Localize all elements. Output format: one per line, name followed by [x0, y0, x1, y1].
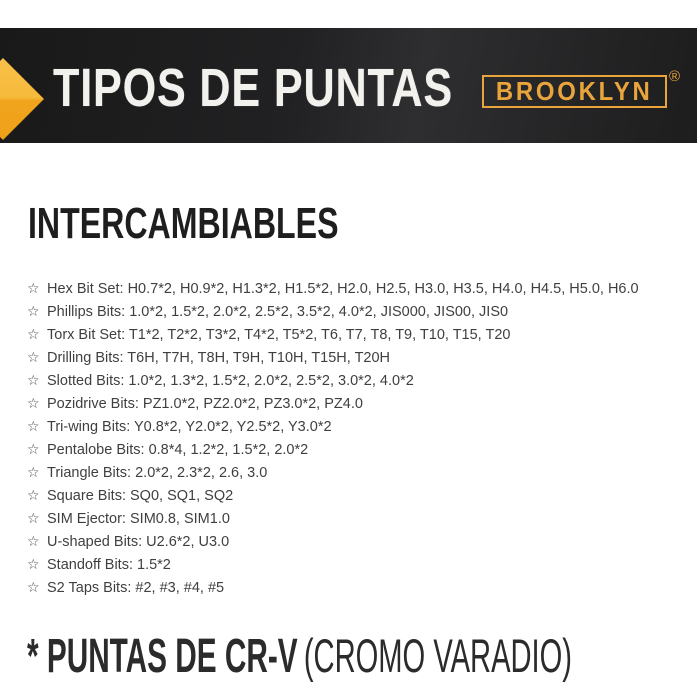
list-item-text: Phillips Bits: 1.0*2, 1.5*2, 2.0*2, 2.5*2, 3.5*2, 4.0*2, JIS000, JIS00, JIS0	[47, 304, 509, 320]
registered-trademark-icon: ®	[669, 68, 681, 85]
banner-title: TIPOS DE PUNTAS	[53, 58, 454, 118]
brand-logo-text: BROOKLYN	[496, 76, 653, 106]
list-item	[27, 576, 639, 599]
star-icon: ☆	[27, 556, 40, 572]
list-item	[27, 300, 639, 323]
list-item	[27, 346, 639, 369]
star-icon: ☆	[27, 349, 40, 365]
star-icon: ☆	[27, 487, 40, 503]
list-item	[27, 553, 639, 576]
list-item-text: Drilling Bits: T6H, T7H, T8H, T9H, T10H, T15H, T20H	[47, 350, 391, 366]
list-item	[27, 507, 639, 530]
list-item-text: Tri-wing Bits: Y0.8*2, Y2.0*2, Y2.5*2, Y3.0*2	[47, 419, 332, 435]
list-item-text: Pozidrive Bits: PZ1.0*2, PZ2.0*2, PZ3.0*2, PZ4.0	[47, 396, 363, 412]
list-item	[27, 392, 639, 415]
star-icon: ☆	[27, 418, 40, 434]
star-icon: ☆	[27, 464, 40, 480]
header-banner	[0, 28, 697, 143]
list-item-text: Square Bits: SQ0, SQ1, SQ2	[47, 488, 234, 504]
list-item	[27, 484, 639, 507]
star-icon: ☆	[27, 326, 40, 342]
list-item	[27, 323, 639, 346]
list-item	[27, 369, 639, 392]
star-icon: ☆	[27, 579, 40, 595]
list-item-text: Triangle Bits: 2.0*2, 2.3*2, 2.6, 3.0	[47, 465, 268, 481]
star-icon: ☆	[27, 395, 40, 411]
list-item-text: Pentalobe Bits: 0.8*4, 1.2*2, 1.5*2, 2.0*2	[47, 442, 309, 458]
list-item-text: Hex Bit Set: H0.7*2, H0.9*2, H1.3*2, H1.5*2, H2.0, H2.5, H3.0, H3.5, H4.0, H4.5, H5.0, H6.0	[47, 281, 639, 297]
list-item	[27, 438, 639, 461]
star-icon: ☆	[27, 372, 40, 388]
bits-list	[27, 277, 639, 599]
list-item	[27, 277, 639, 300]
list-item	[27, 461, 639, 484]
star-icon: ☆	[27, 303, 40, 319]
star-icon: ☆	[27, 441, 40, 457]
list-item-text: Torx Bit Set: T1*2, T2*2, T3*2, T4*2, T5*2, T6, T7, T8, T9, T10, T15, T20	[47, 327, 511, 343]
arrow-icon	[0, 58, 44, 140]
list-item-text: S2 Taps Bits: #2, #3, #4, #5	[47, 580, 225, 596]
list-item-text: SIM Ejector: SIM0.8, SIM1.0	[47, 511, 230, 527]
footer-heading	[27, 630, 572, 683]
footer-main-text: * PUNTAS DE CR-V	[27, 630, 298, 683]
list-item-text: U-shaped Bits: U2.6*2, U3.0	[47, 534, 230, 550]
brand-logo	[482, 75, 667, 108]
footer-note-text: (CROMO VARADIO)	[303, 629, 573, 682]
list-item-text: Slotted Bits: 1.0*2, 1.3*2, 1.5*2, 2.0*2, 2.5*2, 3.0*2, 4.0*2	[47, 373, 414, 389]
list-item	[27, 415, 639, 438]
star-icon: ☆	[27, 510, 40, 526]
list-item-text: Standoff Bits: 1.5*2	[47, 557, 171, 573]
star-icon: ☆	[27, 533, 40, 549]
list-item	[27, 530, 639, 553]
section-heading: INTERCAMBIABLES	[28, 199, 339, 248]
star-icon: ☆	[27, 280, 40, 296]
